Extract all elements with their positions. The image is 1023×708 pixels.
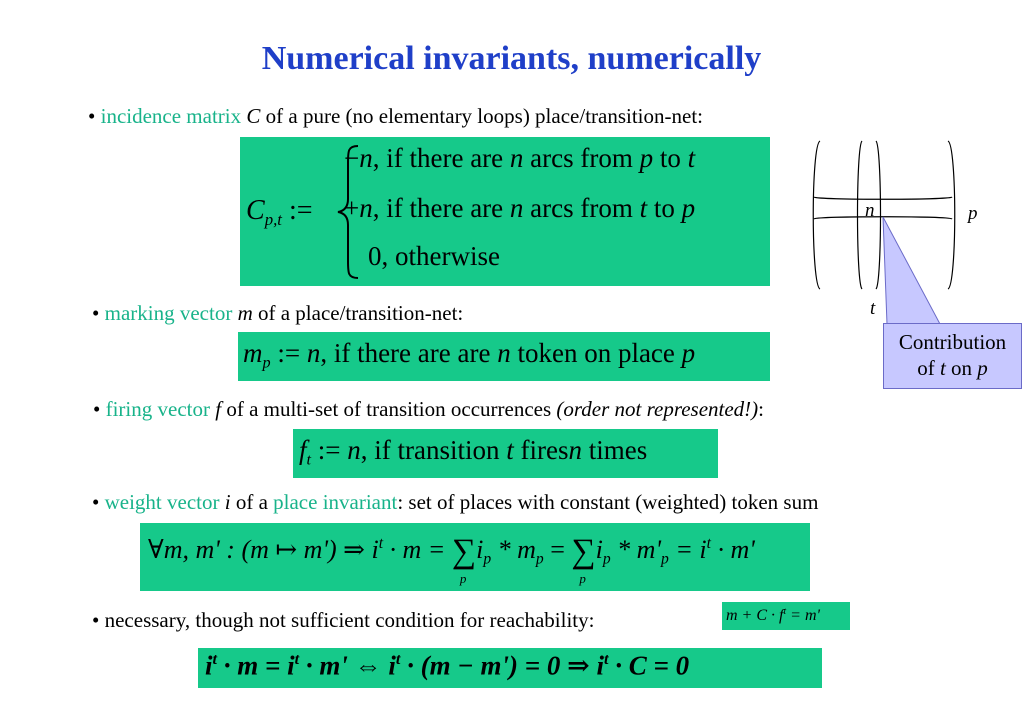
bullet-text: of a multi-set of transition occurrences (226, 397, 552, 421)
term-place-invariant: place invariant (273, 490, 398, 514)
page-title: Numerical invariants, numerically (261, 40, 762, 77)
marking-formula-box (238, 332, 770, 381)
bullet-text: necessary, though not sufficient condition for reachability: (104, 608, 595, 632)
row-label-p: p (968, 203, 978, 224)
bullet-marking-vector (92, 301, 463, 326)
bullet-incidence-matrix (88, 104, 703, 129)
term-marking-vector: marking vector (104, 301, 233, 325)
callout-line-2: of t on p (917, 356, 988, 380)
var-m: m (237, 301, 253, 325)
incidence-case-2: +n, if there are n arcs from t to p (344, 193, 696, 223)
callout-line-1: Contribution (898, 330, 1007, 354)
incidence-case-1: −n, if there are n arcs from p to t (344, 143, 696, 173)
reachability-formula-box (198, 648, 822, 688)
callout-pointer (875, 215, 965, 327)
bullet-note: (order not represented!) (556, 397, 759, 421)
reachability-small-box (722, 602, 850, 630)
term-firing-vector: firing vector (105, 397, 210, 421)
incidence-formula-box (240, 137, 770, 286)
reachability-small-formula: $m + C \cdot f^t = m'$ (726, 606, 820, 625)
bullet-text: of a place/transition-net: (257, 301, 464, 325)
term-weight-vector: weight vector (104, 490, 220, 514)
bullet-text: of a pure (no elementary loops) place/transition-net: (265, 104, 703, 128)
bullet-dot: • (93, 397, 101, 421)
var-i: i (224, 490, 231, 514)
bullet-dot: • (92, 301, 100, 325)
invariant-formula: ∀m, m' : (m ↦ m') ⇒ $i^t \cdot m$ = ∑ p $i_p * m_p$ = ∑ p $i_p * m'_p = i^t \cdot m'$ (148, 533, 755, 586)
column-label-t: t (870, 298, 876, 319)
incidence-lhs: $C_{p,t}$ := (246, 195, 313, 229)
bullet-dot: • (88, 104, 96, 128)
invariant-formula-box (140, 523, 810, 591)
bullet-text-b: : set of places with constant (weighted) token sum (397, 490, 819, 514)
bullet-dot: • (92, 608, 100, 632)
bullet-dot: • (92, 490, 100, 514)
term-incidence-matrix: incidence matrix (100, 104, 242, 128)
reachability-formula: $i^t \cdot m = i^t \cdot m'$ ⇔ $i^t \cdot (m - m') = 0$ ⇒ $i^t \cdot C = 0$ (205, 650, 690, 681)
var-f: f (215, 397, 222, 421)
bullet-text-a: of a (235, 490, 268, 514)
firing-formula-box (293, 429, 718, 478)
marking-formula: $m_p$ := n, if there are are n token on place p (243, 338, 696, 372)
bullet-weight-vector (92, 490, 818, 515)
bullet-firing-vector: • firing vector f of a multi-set of transition occurrences (order not represented!): (93, 397, 765, 421)
firing-formula: $f_t$ := n, if transition t firesn times (299, 435, 648, 469)
incidence-case-3: 0, otherwise (368, 241, 500, 271)
matrix-entry-n: n (865, 200, 875, 221)
var-C: C (246, 104, 261, 128)
bullet-reachability (92, 608, 594, 633)
callout-contribution (883, 323, 1022, 389)
